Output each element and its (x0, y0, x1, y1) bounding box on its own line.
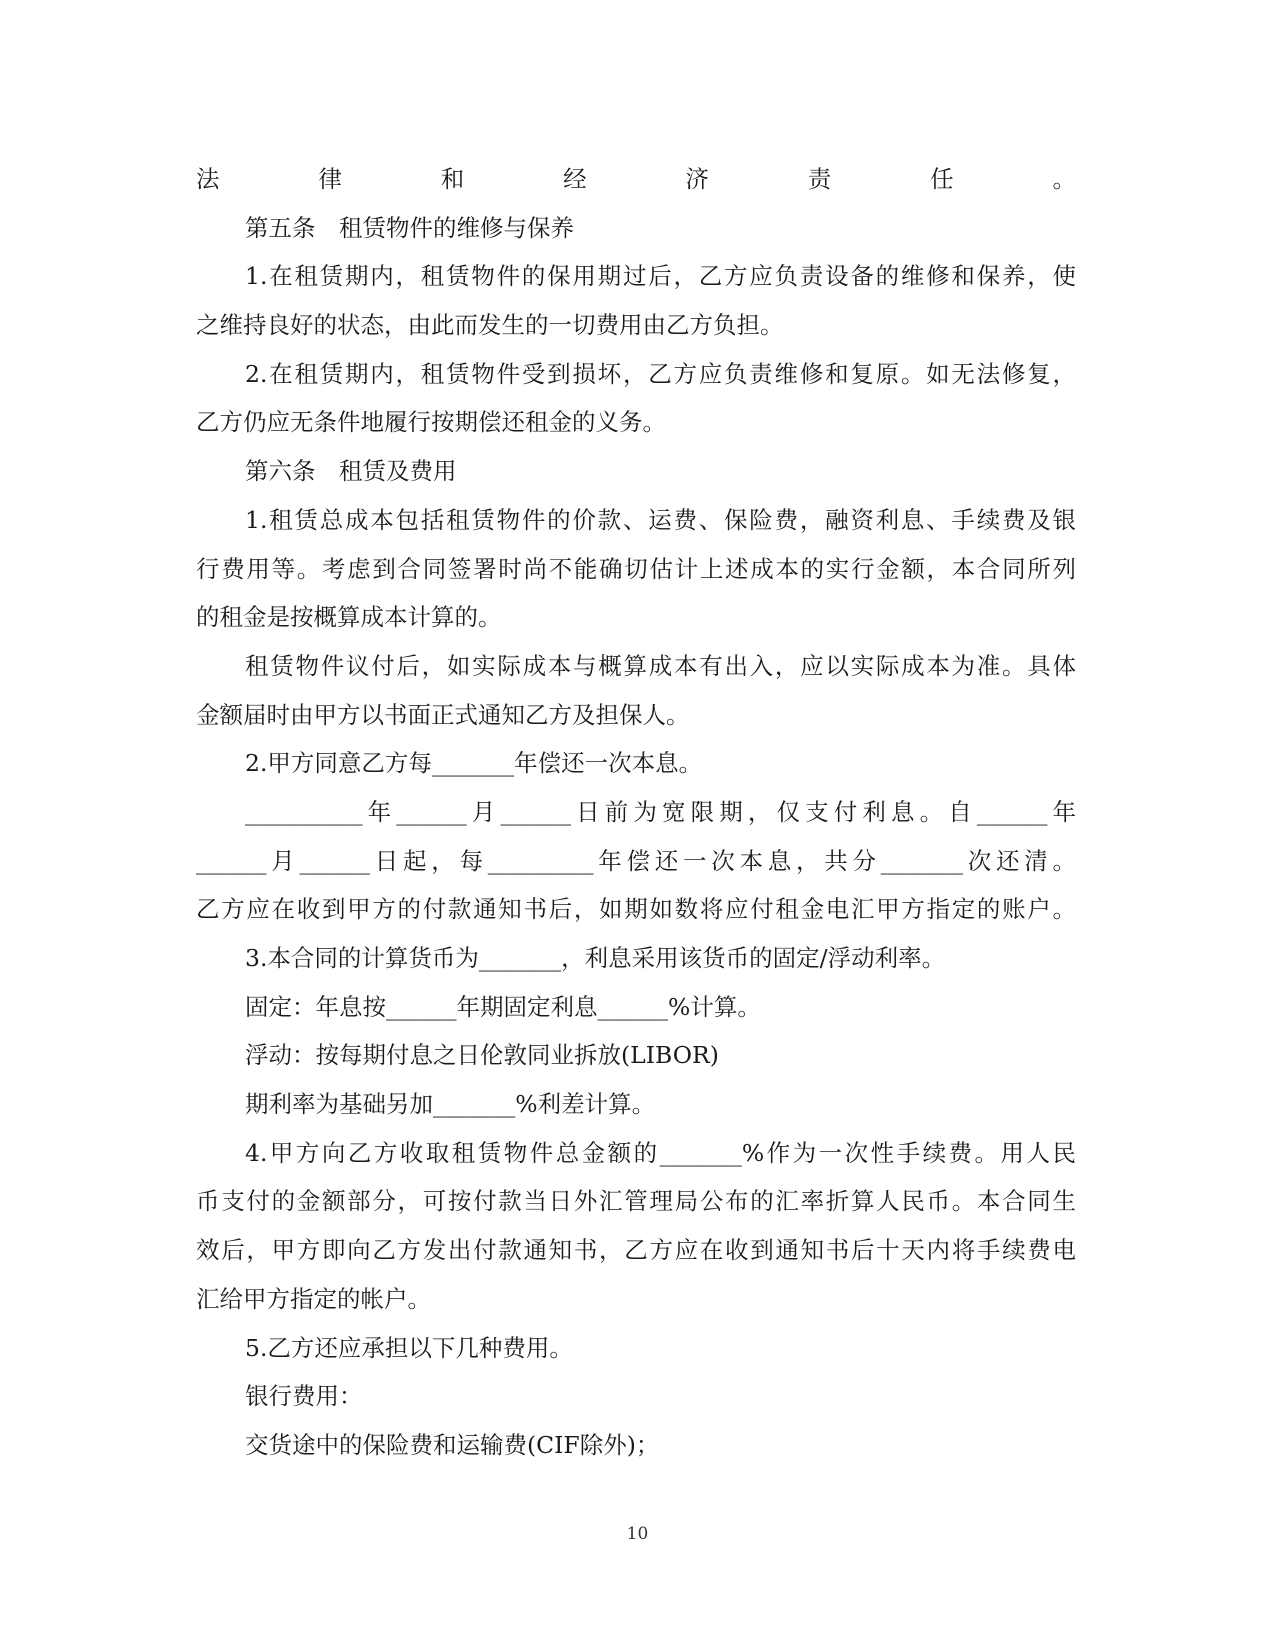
text-line: 1.租赁总成本包括租赁物件的价款、运费、保险费，融资利息、手续费及银 (245, 505, 1076, 534)
text-line: 租赁物件议付后，如实际成本与概算成本有出入，应以实际成本为准。具体 (245, 651, 1076, 680)
text-line: 币支付的金额部分，可按付款当日外汇管理局公布的汇率折算人民币。本合同生 (196, 1187, 1076, 1216)
text-line: 3.本合同的计算货币为_______，利息采用该货币的固定/浮动利率。 (245, 944, 946, 972)
text-line: 的租金是按概算成本计算的。 (196, 603, 502, 632)
text-line: 期利率为基础另加_______%利差计算。 (245, 1090, 656, 1119)
text-line: 交货途中的保险费和运输费(CIF除外)； (245, 1430, 660, 1459)
page-number: 10 (626, 1524, 649, 1544)
text-line: 浮动：按每期付息之日伦敦同业拆放(LIBOR) (245, 1041, 719, 1070)
text-line: 乙方应在收到甲方的付款通知书后，如期如数将应付租金电汇甲方指定的账户。 (196, 895, 1076, 924)
text-line: 之维持良好的状态，由此而发生的一切费用由乙方负担。 (196, 311, 784, 340)
text-line: 固定：年息按______年期固定利息______%计算。 (245, 992, 761, 1021)
text-line: 汇给甲方指定的帐户。 (196, 1284, 431, 1313)
text-line: 5.乙方还应承担以下几种费用。 (245, 1333, 573, 1362)
document-body (196, 155, 1076, 1470)
article-heading: 第六条 租赁及费用 (245, 457, 457, 486)
text-line: 法律和经济责任。 (196, 165, 1076, 193)
article-heading: 第五条 租赁物件的维修与保养 (245, 213, 574, 242)
text-line: 1.在租赁期内，租赁物件的保用期过后，乙方应负责设备的维修和保养，使 (245, 262, 1076, 291)
text-line: 银行费用： (245, 1382, 363, 1411)
text-line: 效后，甲方即向乙方发出付款通知书，乙方应在收到通知书后十天内将手续费电 (196, 1236, 1076, 1265)
text-line: 行费用等。考虑到合同签署时尚不能确切估计上述成本的实行金额，本合同所列 (196, 554, 1076, 583)
text-line: __________年______月______日前为宽限期，仅支付利息。自______年 (245, 797, 1076, 826)
text-line: 金额届时由甲方以书面正式通知乙方及担保人。 (196, 700, 690, 729)
text-line: 2.甲方同意乙方每_______年偿还一次本息。 (245, 749, 703, 778)
text-line: 4.甲方向乙方收取租赁物件总金额的_______%作为一次性手续费。用人民 (245, 1138, 1076, 1167)
text-line: 2.在租赁期内，租赁物件受到损坏，乙方应负责维修和复原。如无法修复， (245, 359, 1076, 388)
text-line: 乙方仍应无条件地履行按期偿还租金的义务。 (196, 408, 666, 437)
text-line: ______月______日起，每_________年偿还一次本息，共分_______次还清。 (196, 846, 1076, 875)
